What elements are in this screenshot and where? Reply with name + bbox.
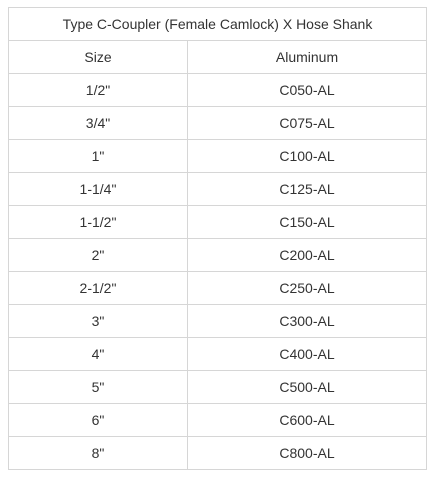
coupler-spec-table (8, 7, 427, 470)
aluminum-part-cell: C600-AL (188, 404, 427, 437)
size-cell: 8" (9, 437, 188, 470)
aluminum-part-cell: C400-AL (188, 338, 427, 371)
table-row (9, 74, 427, 107)
table-row (9, 437, 427, 470)
size-cell: 1-1/4" (9, 173, 188, 206)
table-row (9, 140, 427, 173)
table-title-row (9, 8, 427, 41)
column-header-aluminum: Aluminum (188, 41, 427, 74)
table-row (9, 173, 427, 206)
table-row (9, 404, 427, 437)
aluminum-part-cell: C500-AL (188, 371, 427, 404)
table-row (9, 305, 427, 338)
size-cell: 1" (9, 140, 188, 173)
table-row (9, 338, 427, 371)
table-row (9, 239, 427, 272)
aluminum-part-cell: C050-AL (188, 74, 427, 107)
size-cell: 2" (9, 239, 188, 272)
aluminum-part-cell: C250-AL (188, 272, 427, 305)
size-cell: 6" (9, 404, 188, 437)
table-header-row (9, 41, 427, 74)
aluminum-part-cell: C075-AL (188, 107, 427, 140)
aluminum-part-cell: C200-AL (188, 239, 427, 272)
aluminum-part-cell: C800-AL (188, 437, 427, 470)
size-cell: 1-1/2" (9, 206, 188, 239)
table-row (9, 371, 427, 404)
table-title: Type C-Coupler (Female Camlock) X Hose Shank (9, 8, 427, 41)
size-cell: 2-1/2" (9, 272, 188, 305)
column-header-size: Size (9, 41, 188, 74)
aluminum-part-cell: C300-AL (188, 305, 427, 338)
table-row (9, 206, 427, 239)
table-row (9, 107, 427, 140)
size-cell: 3/4" (9, 107, 188, 140)
size-cell: 3" (9, 305, 188, 338)
table-row (9, 272, 427, 305)
size-cell: 5" (9, 371, 188, 404)
aluminum-part-cell: C125-AL (188, 173, 427, 206)
aluminum-part-cell: C100-AL (188, 140, 427, 173)
size-cell: 4" (9, 338, 188, 371)
size-cell: 1/2" (9, 74, 188, 107)
aluminum-part-cell: C150-AL (188, 206, 427, 239)
